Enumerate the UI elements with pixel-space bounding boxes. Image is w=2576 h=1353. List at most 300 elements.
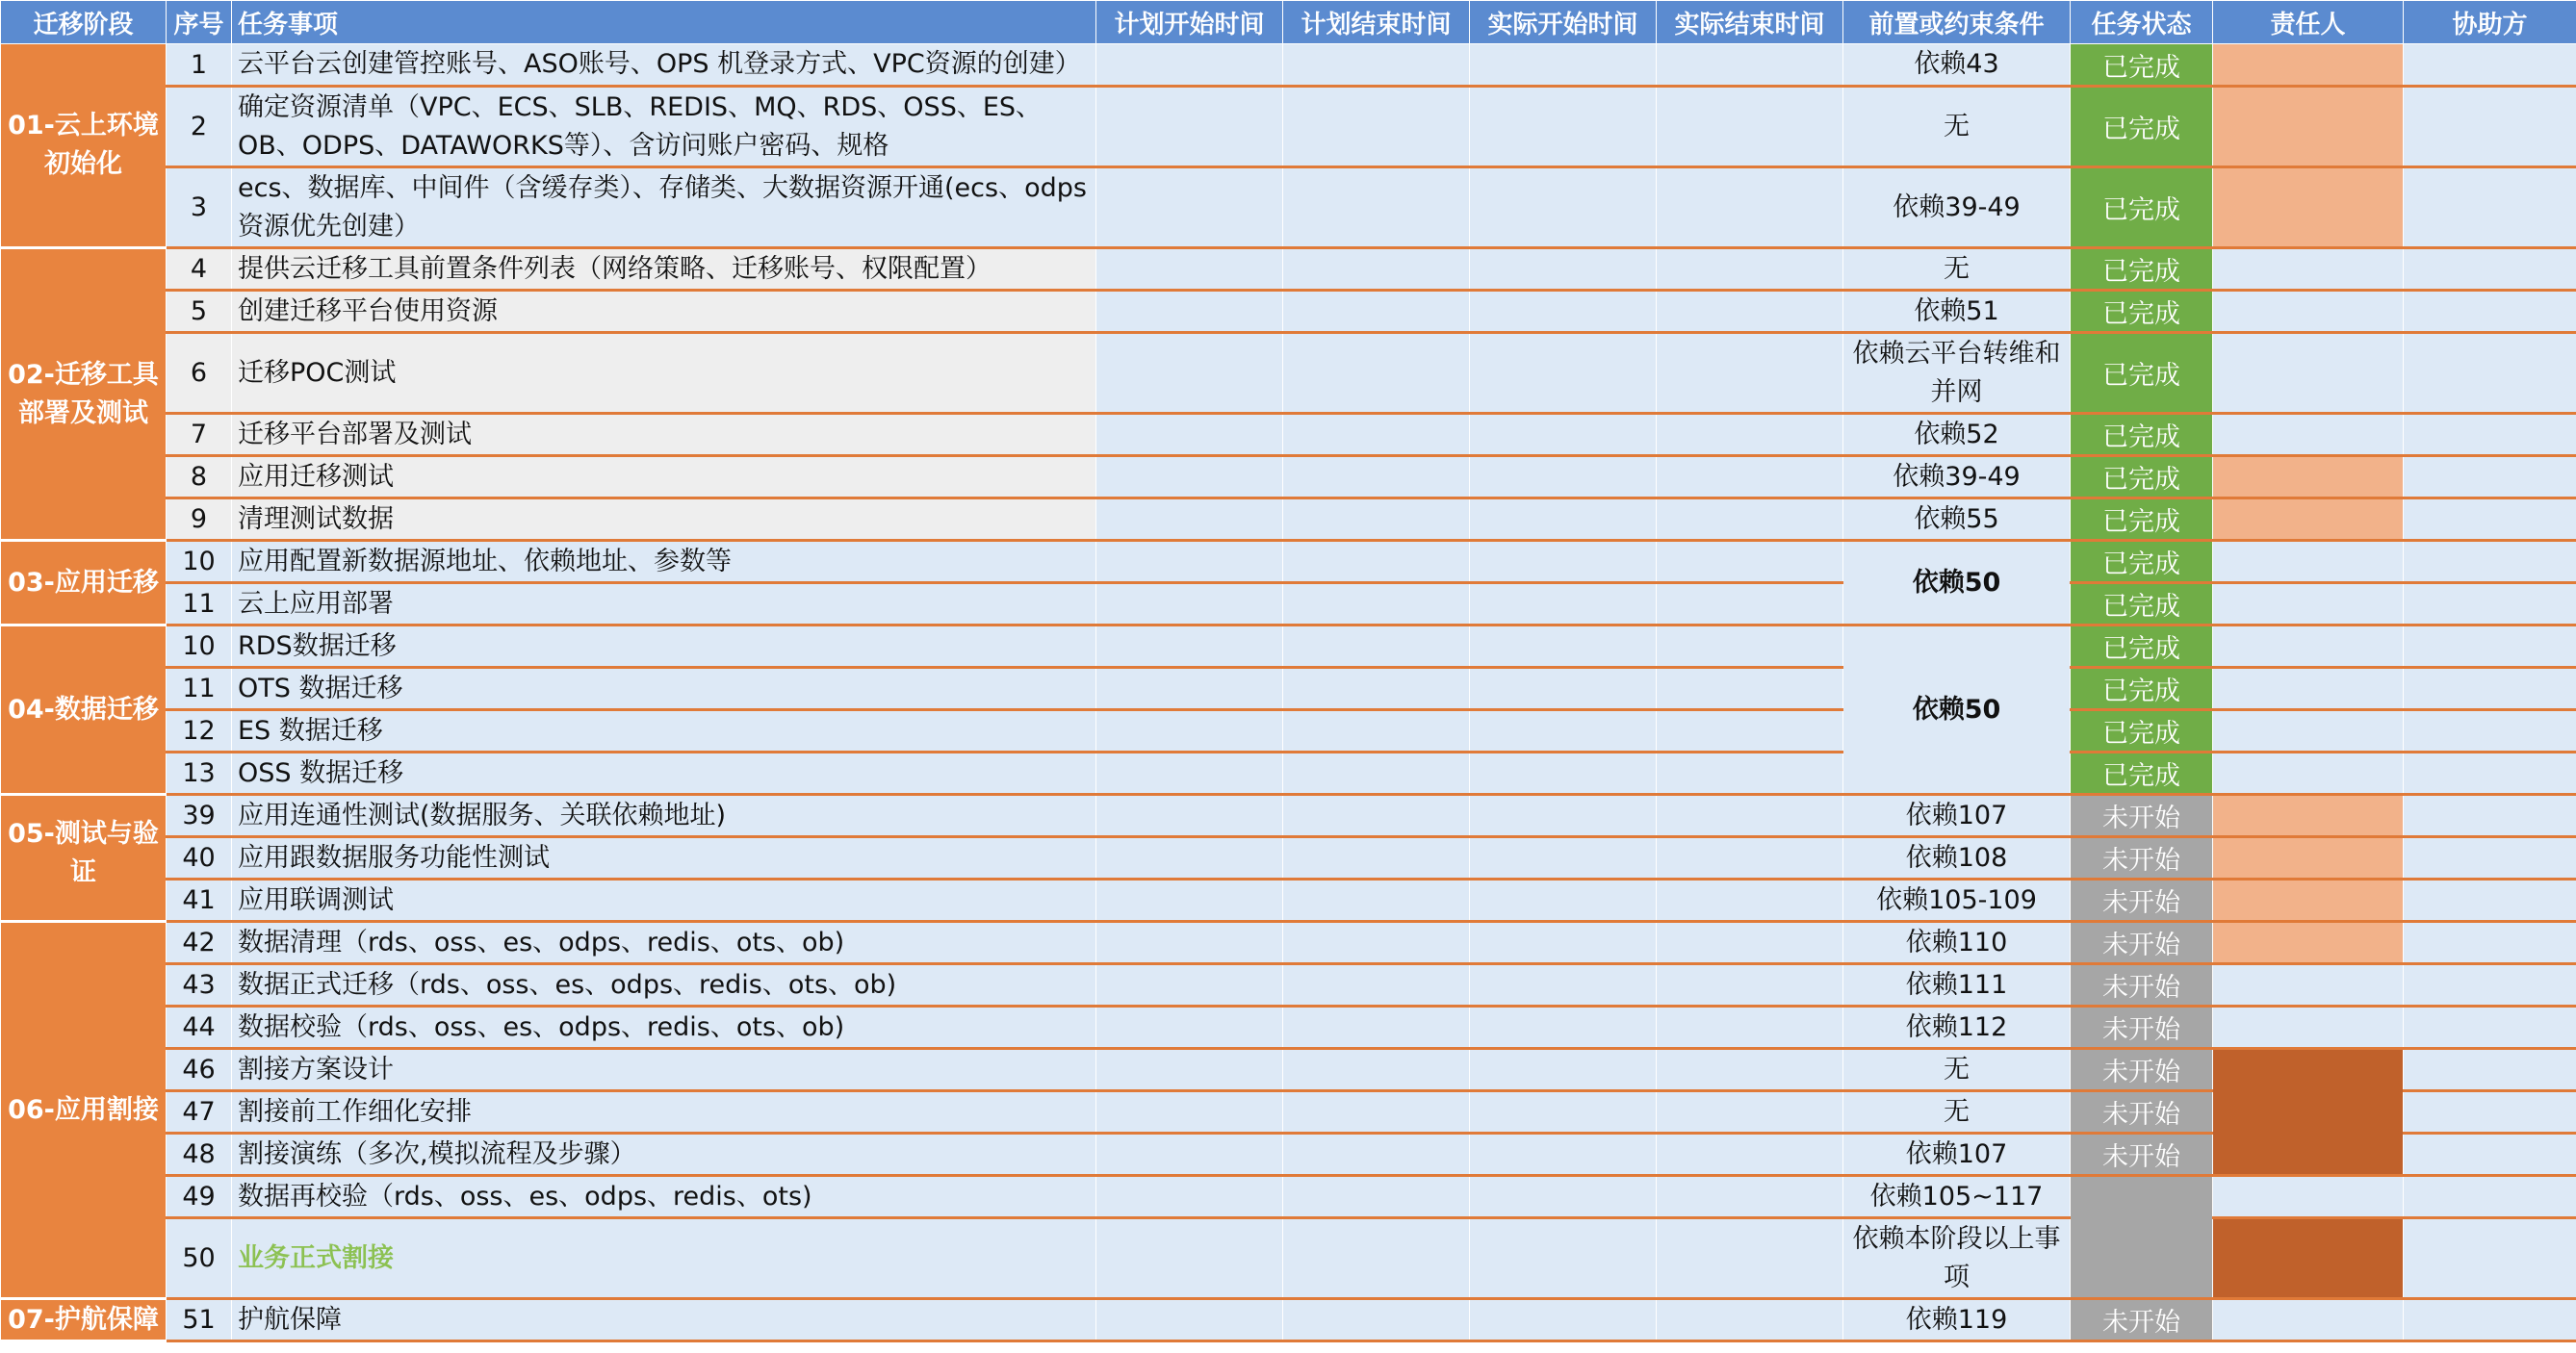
task-cell[interactable]: 数据再校验（rds、oss、es、odps、redis、ots)	[232, 1176, 1096, 1218]
actual-start-cell[interactable]	[1470, 1049, 1657, 1091]
owner-cell[interactable]	[2213, 167, 2404, 248]
assist-cell[interactable]	[2404, 1007, 2576, 1049]
seq-cell[interactable]: 48	[167, 1134, 232, 1176]
actual-start-cell[interactable]	[1470, 1176, 1657, 1218]
table-row	[1, 87, 2576, 167]
seq-cell[interactable]: 5	[167, 291, 232, 333]
table-row	[1, 44, 2576, 87]
col-header-task[interactable]: 任务事项	[232, 1, 1096, 44]
actual-end-cell[interactable]	[1657, 1091, 1843, 1134]
plan-start-cell[interactable]	[1096, 1134, 1283, 1176]
assist-cell[interactable]	[2404, 248, 2576, 291]
actual-start-cell[interactable]	[1470, 498, 1657, 541]
col-header-owner[interactable]: 责任人	[2213, 1, 2404, 44]
assist-cell[interactable]	[2404, 795, 2576, 837]
status-cell[interactable]: 已完成	[2071, 291, 2213, 333]
actual-end-cell[interactable]	[1657, 668, 1843, 710]
assist-cell[interactable]	[2404, 333, 2576, 414]
seq-cell[interactable]: 4	[167, 248, 232, 291]
plan-end-cell[interactable]	[1283, 625, 1470, 668]
assist-cell[interactable]	[2404, 291, 2576, 333]
plan-start-cell[interactable]	[1096, 1091, 1283, 1134]
table-row	[1, 668, 2576, 710]
actual-start-cell[interactable]	[1470, 1218, 1657, 1299]
actual-end-cell[interactable]	[1657, 880, 1843, 922]
status-cell[interactable]: 未开始	[2071, 1091, 2213, 1134]
actual-start-cell[interactable]	[1470, 456, 1657, 498]
status-cell[interactable]: 已完成	[2071, 414, 2213, 456]
task-cell[interactable]: 应用跟数据服务功能性测试	[232, 837, 1096, 880]
plan-end-cell[interactable]	[1283, 414, 1470, 456]
seq-cell[interactable]: 40	[167, 837, 232, 880]
table-row	[1, 1176, 2576, 1218]
plan-start-cell[interactable]	[1096, 837, 1283, 880]
actual-end-cell[interactable]	[1657, 291, 1843, 333]
actual-end-cell[interactable]	[1657, 333, 1843, 414]
actual-end-cell[interactable]	[1657, 44, 1843, 87]
assist-cell[interactable]	[2404, 167, 2576, 248]
status-cell[interactable]: 已完成	[2071, 44, 2213, 87]
plan-start-cell[interactable]	[1096, 583, 1283, 625]
owner-cell[interactable]	[2213, 837, 2404, 880]
plan-start-cell[interactable]	[1096, 291, 1283, 333]
assist-cell[interactable]	[2404, 1218, 2576, 1299]
plan-end-cell[interactable]	[1283, 291, 1470, 333]
plan-end-cell[interactable]	[1283, 880, 1470, 922]
actual-start-cell[interactable]	[1470, 1134, 1657, 1176]
assist-cell[interactable]	[2404, 1134, 2576, 1176]
plan-end-cell[interactable]	[1283, 753, 1470, 795]
plan-end-cell[interactable]	[1283, 87, 1470, 167]
owner-cell[interactable]	[2213, 1176, 2404, 1218]
stage-cell[interactable]: 04-数据迁移	[1, 625, 167, 795]
table-row	[1, 1134, 2576, 1176]
dependency-cell[interactable]: 依赖50	[1843, 541, 2071, 625]
task-cell[interactable]: 应用连通性测试(数据服务、关联依赖地址)	[232, 795, 1096, 837]
actual-start-cell[interactable]	[1470, 1091, 1657, 1134]
seq-cell[interactable]: 43	[167, 964, 232, 1007]
task-cell[interactable]: ES 数据迁移	[232, 710, 1096, 753]
stage-cell[interactable]: 07-护航保障	[1, 1299, 167, 1341]
plan-end-cell[interactable]	[1283, 1299, 1470, 1341]
task-cell[interactable]: 迁移POC测试	[232, 333, 1096, 414]
assist-cell[interactable]	[2404, 1299, 2576, 1341]
plan-end-cell[interactable]	[1283, 248, 1470, 291]
actual-end-cell[interactable]	[1657, 1299, 1843, 1341]
assist-cell[interactable]	[2404, 625, 2576, 668]
task-cell[interactable]: 数据正式迁移（rds、oss、es、odps、redis、ots、ob)	[232, 964, 1096, 1007]
table-row	[1, 291, 2576, 333]
actual-end-cell[interactable]	[1657, 498, 1843, 541]
assist-cell[interactable]	[2404, 837, 2576, 880]
status-cell[interactable]: 未开始	[2071, 1134, 2213, 1176]
actual-end-cell[interactable]	[1657, 1176, 1843, 1218]
owner-cell[interactable]	[2213, 625, 2404, 668]
actual-start-cell[interactable]	[1470, 87, 1657, 167]
plan-start-cell[interactable]	[1096, 456, 1283, 498]
table-row	[1, 414, 2576, 456]
plan-end-cell[interactable]	[1283, 1049, 1470, 1091]
seq-cell[interactable]: 11	[167, 583, 232, 625]
actual-start-cell[interactable]	[1470, 583, 1657, 625]
plan-end-cell[interactable]	[1283, 795, 1470, 837]
dependency-cell[interactable]: 依赖本阶段以上事项	[1843, 1218, 2071, 1299]
owner-cell[interactable]	[2213, 414, 2404, 456]
plan-start-cell[interactable]	[1096, 710, 1283, 753]
assist-cell[interactable]	[2404, 922, 2576, 964]
assist-cell[interactable]	[2404, 880, 2576, 922]
owner-cell[interactable]	[2213, 456, 2404, 498]
actual-start-cell[interactable]	[1470, 795, 1657, 837]
plan-end-cell[interactable]	[1283, 964, 1470, 1007]
owner-cell[interactable]	[2213, 583, 2404, 625]
stage-cell[interactable]: 03-应用迁移	[1, 541, 167, 625]
owner-cell[interactable]	[2213, 87, 2404, 167]
table-row	[1, 922, 2576, 964]
owner-cell[interactable]	[2213, 795, 2404, 837]
status-cell[interactable]: 未开始	[2071, 964, 2213, 1007]
task-cell[interactable]: 应用迁移测试	[232, 456, 1096, 498]
owner-cell[interactable]	[2213, 922, 2404, 964]
actual-end-cell[interactable]	[1657, 795, 1843, 837]
table-row	[1, 1299, 2576, 1341]
status-cell[interactable]: 未开始	[2071, 1049, 2213, 1091]
dependency-cell[interactable]: 依赖50	[1843, 625, 2071, 795]
plan-end-cell[interactable]	[1283, 1218, 1470, 1299]
plan-end-cell[interactable]	[1283, 456, 1470, 498]
plan-start-cell[interactable]	[1096, 414, 1283, 456]
plan-start-cell[interactable]	[1096, 922, 1283, 964]
table-row	[1, 333, 2576, 414]
seq-cell[interactable]: 41	[167, 880, 232, 922]
dependency-cell[interactable]: 依赖108	[1843, 837, 2071, 880]
plan-start-cell[interactable]	[1096, 541, 1283, 583]
plan-end-cell[interactable]	[1283, 1134, 1470, 1176]
owner-cell[interactable]	[2213, 964, 2404, 1007]
col-header-dependency[interactable]: 前置或约束条件	[1843, 1, 2071, 44]
plan-end-cell[interactable]	[1283, 1176, 1470, 1218]
task-cell[interactable]: 应用配置新数据源地址、依赖地址、参数等	[232, 541, 1096, 583]
status-cell[interactable]: 未开始	[2071, 922, 2213, 964]
dependency-cell[interactable]: 依赖112	[1843, 1007, 2071, 1049]
plan-end-cell[interactable]	[1283, 167, 1470, 248]
owner-cell[interactable]	[2213, 1049, 2404, 1176]
dependency-cell[interactable]: 依赖39-49	[1843, 167, 2071, 248]
status-cell[interactable]: 已完成	[2071, 87, 2213, 167]
status-cell[interactable]: 未开始	[2071, 837, 2213, 880]
status-cell[interactable]: 已完成	[2071, 456, 2213, 498]
col-header-status[interactable]: 任务状态	[2071, 1, 2213, 44]
status-cell[interactable]: 未开始	[2071, 1299, 2213, 1341]
table-row	[1, 1091, 2576, 1134]
actual-end-cell[interactable]	[1657, 964, 1843, 1007]
seq-cell[interactable]: 6	[167, 333, 232, 414]
stage-cell[interactable]: 06-应用割接	[1, 922, 167, 1299]
status-cell[interactable]: 已完成	[2071, 248, 2213, 291]
assist-cell[interactable]	[2404, 710, 2576, 753]
plan-end-cell[interactable]	[1283, 922, 1470, 964]
seq-cell[interactable]: 7	[167, 414, 232, 456]
plan-start-cell[interactable]	[1096, 333, 1283, 414]
dependency-cell[interactable]: 依赖105-109	[1843, 880, 2071, 922]
dependency-cell[interactable]: 依赖云平台转维和并网	[1843, 333, 2071, 414]
table-row	[1, 1007, 2576, 1049]
header-row	[1, 1, 2576, 44]
dependency-cell[interactable]: 依赖110	[1843, 922, 2071, 964]
col-header-actual-end[interactable]: 实际结束时间	[1657, 1, 1843, 44]
task-cell[interactable]: 云平台云创建管控账号、ASO账号、OPS 机登录方式、VPC资源的创建）	[232, 44, 1096, 87]
seq-cell[interactable]: 12	[167, 710, 232, 753]
task-cell[interactable]: 割接演练（多次,模拟流程及步骤）	[232, 1134, 1096, 1176]
plan-start-cell[interactable]	[1096, 1049, 1283, 1091]
task-cell[interactable]: ecs、数据库、中间件（含缓存类）、存储类、大数据资源开通(ecs、odps 资源优先创建）	[232, 167, 1096, 248]
actual-end-cell[interactable]	[1657, 456, 1843, 498]
stage-cell[interactable]: 05-测试与验证	[1, 795, 167, 922]
owner-cell[interactable]	[2213, 498, 2404, 541]
actual-start-cell[interactable]	[1470, 880, 1657, 922]
table-row	[1, 753, 2576, 795]
owner-cell[interactable]	[2213, 668, 2404, 710]
col-header-seq[interactable]: 序号	[167, 1, 232, 44]
actual-end-cell[interactable]	[1657, 1049, 1843, 1091]
owner-cell[interactable]	[2213, 333, 2404, 414]
actual-start-cell[interactable]	[1470, 753, 1657, 795]
task-cell[interactable]: OSS 数据迁移	[232, 753, 1096, 795]
actual-start-cell[interactable]	[1470, 248, 1657, 291]
task-cell[interactable]: 数据清理（rds、oss、es、odps、redis、ots、ob)	[232, 922, 1096, 964]
dependency-cell[interactable]: 依赖55	[1843, 498, 2071, 541]
assist-cell[interactable]	[2404, 1091, 2576, 1134]
plan-start-cell[interactable]	[1096, 964, 1283, 1007]
owner-cell[interactable]	[2213, 710, 2404, 753]
task-cell[interactable]: 确定资源清单（VPC、ECS、SLB、REDIS、MQ、RDS、OSS、ES、OB、ODPS、DATAWORKS等）、含访问账户密码、规格	[232, 87, 1096, 167]
dependency-cell[interactable]: 依赖111	[1843, 964, 2071, 1007]
actual-start-cell[interactable]	[1470, 710, 1657, 753]
plan-start-cell[interactable]	[1096, 1176, 1283, 1218]
seq-cell[interactable]: 50	[167, 1218, 232, 1299]
assist-cell[interactable]	[2404, 583, 2576, 625]
plan-start-cell[interactable]	[1096, 880, 1283, 922]
plan-start-cell[interactable]	[1096, 44, 1283, 87]
assist-cell[interactable]	[2404, 498, 2576, 541]
plan-start-cell[interactable]	[1096, 87, 1283, 167]
actual-end-cell[interactable]	[1657, 414, 1843, 456]
plan-start-cell[interactable]	[1096, 498, 1283, 541]
actual-start-cell[interactable]	[1470, 414, 1657, 456]
status-cell[interactable]: 已完成	[2071, 668, 2213, 710]
plan-end-cell[interactable]	[1283, 44, 1470, 87]
stage-cell[interactable]: 02-迁移工具部署及测试	[1, 248, 167, 541]
col-header-stage[interactable]: 迁移阶段	[1, 1, 167, 44]
task-cell[interactable]: 应用联调测试	[232, 880, 1096, 922]
actual-end-cell[interactable]	[1657, 710, 1843, 753]
dependency-cell[interactable]: 依赖107	[1843, 1134, 2071, 1176]
owner-cell[interactable]	[2213, 541, 2404, 583]
task-cell[interactable]: 迁移平台部署及测试	[232, 414, 1096, 456]
actual-start-cell[interactable]	[1470, 291, 1657, 333]
status-cell[interactable]	[2071, 1176, 2213, 1299]
col-header-assist[interactable]: 协助方	[2404, 1, 2576, 44]
col-header-actual-start[interactable]: 实际开始时间	[1470, 1, 1657, 44]
seq-cell[interactable]: 2	[167, 87, 232, 167]
actual-start-cell[interactable]	[1470, 1007, 1657, 1049]
dependency-cell[interactable]: 依赖105~117	[1843, 1176, 2071, 1218]
table-row	[1, 167, 2576, 248]
task-cell[interactable]: 云上应用部署	[232, 583, 1096, 625]
status-cell[interactable]: 已完成	[2071, 710, 2213, 753]
seq-cell[interactable]: 47	[167, 1091, 232, 1134]
actual-start-cell[interactable]	[1470, 44, 1657, 87]
actual-end-cell[interactable]	[1657, 837, 1843, 880]
actual-start-cell[interactable]	[1470, 964, 1657, 1007]
actual-start-cell[interactable]	[1470, 625, 1657, 668]
dependency-cell[interactable]: 依赖43	[1843, 44, 2071, 87]
status-cell[interactable]: 未开始	[2071, 880, 2213, 922]
assist-cell[interactable]	[2404, 456, 2576, 498]
actual-start-cell[interactable]	[1470, 541, 1657, 583]
seq-cell[interactable]: 9	[167, 498, 232, 541]
assist-cell[interactable]	[2404, 541, 2576, 583]
assist-cell[interactable]	[2404, 44, 2576, 87]
status-cell[interactable]: 已完成	[2071, 625, 2213, 668]
seq-cell[interactable]: 51	[167, 1299, 232, 1341]
task-cell[interactable]: RDS数据迁移	[232, 625, 1096, 668]
status-cell[interactable]: 已完成	[2071, 583, 2213, 625]
status-cell[interactable]: 已完成	[2071, 333, 2213, 414]
actual-end-cell[interactable]	[1657, 1134, 1843, 1176]
plan-end-cell[interactable]	[1283, 1007, 1470, 1049]
dependency-cell[interactable]: 依赖52	[1843, 414, 2071, 456]
status-cell[interactable]: 未开始	[2071, 795, 2213, 837]
task-cell[interactable]: 数据校验（rds、oss、es、odps、redis、ots、ob)	[232, 1007, 1096, 1049]
actual-end-cell[interactable]	[1657, 583, 1843, 625]
seq-cell[interactable]: 3	[167, 167, 232, 248]
plan-start-cell[interactable]	[1096, 625, 1283, 668]
seq-cell[interactable]: 46	[167, 1049, 232, 1091]
actual-end-cell[interactable]	[1657, 1218, 1843, 1299]
actual-end-cell[interactable]	[1657, 167, 1843, 248]
task-cell[interactable]: 创建迁移平台使用资源	[232, 291, 1096, 333]
status-cell[interactable]: 已完成	[2071, 753, 2213, 795]
actual-start-cell[interactable]	[1470, 1299, 1657, 1341]
owner-cell[interactable]	[2213, 1299, 2404, 1341]
dependency-cell[interactable]: 无	[1843, 1091, 2071, 1134]
status-cell[interactable]: 已完成	[2071, 498, 2213, 541]
table-row	[1, 964, 2576, 1007]
dependency-cell[interactable]: 依赖119	[1843, 1299, 2071, 1341]
dependency-cell[interactable]: 无	[1843, 248, 2071, 291]
actual-start-cell[interactable]	[1470, 668, 1657, 710]
col-header-plan-end[interactable]: 计划结束时间	[1283, 1, 1470, 44]
actual-end-cell[interactable]	[1657, 922, 1843, 964]
plan-end-cell[interactable]	[1283, 498, 1470, 541]
plan-start-cell[interactable]	[1096, 167, 1283, 248]
actual-end-cell[interactable]	[1657, 87, 1843, 167]
assist-cell[interactable]	[2404, 87, 2576, 167]
dependency-cell[interactable]: 依赖39-49	[1843, 456, 2071, 498]
plan-end-cell[interactable]	[1283, 541, 1470, 583]
seq-cell[interactable]: 39	[167, 795, 232, 837]
assist-cell[interactable]	[2404, 964, 2576, 1007]
actual-end-cell[interactable]	[1657, 248, 1843, 291]
dependency-cell[interactable]: 无	[1843, 1049, 2071, 1091]
actual-end-cell[interactable]	[1657, 541, 1843, 583]
assist-cell[interactable]	[2404, 414, 2576, 456]
plan-end-cell[interactable]	[1283, 333, 1470, 414]
task-cell[interactable]: OTS 数据迁移	[232, 668, 1096, 710]
actual-end-cell[interactable]	[1657, 1007, 1843, 1049]
owner-cell[interactable]	[2213, 44, 2404, 87]
seq-cell[interactable]: 44	[167, 1007, 232, 1049]
seq-cell[interactable]: 10	[167, 541, 232, 583]
plan-start-cell[interactable]	[1096, 1007, 1283, 1049]
plan-end-cell[interactable]	[1283, 837, 1470, 880]
assist-cell[interactable]	[2404, 753, 2576, 795]
table-row	[1, 625, 2576, 668]
plan-start-cell[interactable]	[1096, 668, 1283, 710]
plan-start-cell[interactable]	[1096, 1299, 1283, 1341]
seq-cell[interactable]: 10	[167, 625, 232, 668]
owner-cell[interactable]	[2213, 880, 2404, 922]
assist-cell[interactable]	[2404, 668, 2576, 710]
plan-end-cell[interactable]	[1283, 583, 1470, 625]
plan-start-cell[interactable]	[1096, 795, 1283, 837]
owner-cell[interactable]	[2213, 1007, 2404, 1049]
table-row	[1, 248, 2576, 291]
seq-cell[interactable]: 1	[167, 44, 232, 87]
task-cell[interactable]: 业务正式割接	[232, 1218, 1096, 1299]
actual-end-cell[interactable]	[1657, 625, 1843, 668]
actual-start-cell[interactable]	[1470, 333, 1657, 414]
assist-cell[interactable]	[2404, 1049, 2576, 1091]
actual-start-cell[interactable]	[1470, 167, 1657, 248]
dependency-cell[interactable]: 依赖107	[1843, 795, 2071, 837]
task-cell[interactable]: 割接方案设计	[232, 1049, 1096, 1091]
status-cell[interactable]: 已完成	[2071, 541, 2213, 583]
seq-cell[interactable]: 11	[167, 668, 232, 710]
stage-cell[interactable]: 01-云上环境初始化	[1, 44, 167, 248]
seq-cell[interactable]: 13	[167, 753, 232, 795]
task-cell[interactable]: 清理测试数据	[232, 498, 1096, 541]
actual-start-cell[interactable]	[1470, 837, 1657, 880]
table-row	[1, 583, 2576, 625]
owner-cell[interactable]	[2213, 291, 2404, 333]
status-cell[interactable]: 未开始	[2071, 1007, 2213, 1049]
plan-start-cell[interactable]	[1096, 753, 1283, 795]
owner-cell[interactable]	[2213, 1218, 2404, 1299]
actual-end-cell[interactable]	[1657, 753, 1843, 795]
col-header-plan-start[interactable]: 计划开始时间	[1096, 1, 1283, 44]
plan-start-cell[interactable]	[1096, 248, 1283, 291]
task-cell[interactable]: 护航保障	[232, 1299, 1096, 1341]
actual-start-cell[interactable]	[1470, 922, 1657, 964]
plan-start-cell[interactable]	[1096, 1218, 1283, 1299]
seq-cell[interactable]: 8	[167, 456, 232, 498]
task-cell[interactable]: 割接前工作细化安排	[232, 1091, 1096, 1134]
plan-end-cell[interactable]	[1283, 1091, 1470, 1134]
owner-cell[interactable]	[2213, 248, 2404, 291]
seq-cell[interactable]: 42	[167, 922, 232, 964]
plan-end-cell[interactable]	[1283, 668, 1470, 710]
status-cell[interactable]: 已完成	[2071, 167, 2213, 248]
dependency-cell[interactable]: 依赖51	[1843, 291, 2071, 333]
plan-end-cell[interactable]	[1283, 710, 1470, 753]
owner-cell[interactable]	[2213, 753, 2404, 795]
assist-cell[interactable]	[2404, 1176, 2576, 1218]
task-cell[interactable]: 提供云迁移工具前置条件列表（网络策略、迁移账号、权限配置）	[232, 248, 1096, 291]
seq-cell[interactable]: 49	[167, 1176, 232, 1218]
dependency-cell[interactable]: 无	[1843, 87, 2071, 167]
